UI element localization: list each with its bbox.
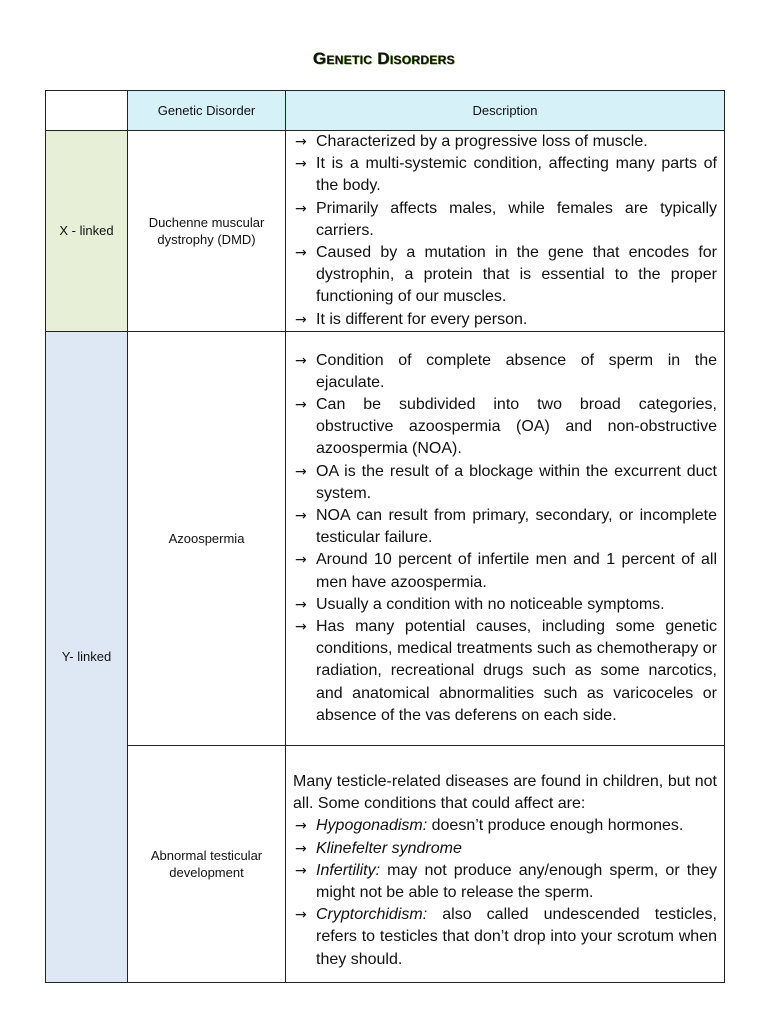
- list-item: [293, 131, 717, 153]
- list-item: [293, 838, 717, 860]
- condition-text: doesn’t produce enough hormones.: [427, 817, 684, 835]
- list-item-text: Condition of complete absence of sperm in the ejaculate.: [316, 351, 717, 391]
- arrow-bullet-icon: →: [295, 840, 307, 857]
- header-blank-cell: [46, 91, 128, 131]
- row-testicular: [46, 745, 725, 982]
- list-item: [293, 394, 717, 461]
- list-item-text: NOA can result from primary, secondary, or incomplete testicular failure.: [316, 507, 717, 547]
- header-description: Description: [286, 91, 725, 131]
- arrow-bullet-icon: →: [295, 200, 307, 217]
- list-item-text: Has many potential causes, including some genetic conditions, medical treatments such as chemotherapy or radiation, recreational drugs such as some narcotics, and anatomical abnormalities such as varicoceles or absence of the vas deferens on each side.: [316, 618, 717, 724]
- arrow-bullet-icon: →: [295, 463, 307, 480]
- genetic-disorders-table: [45, 90, 725, 983]
- list-item: [293, 153, 717, 197]
- arrow-bullet-icon: →: [295, 397, 307, 413]
- list-item: [293, 860, 717, 904]
- arrow-bullet-icon: →: [295, 818, 307, 835]
- list-item: [293, 242, 717, 309]
- disorder-name-azoospermia: Azoospermia: [128, 331, 286, 745]
- list-item-text: Primarily affects males, while females are typically carriers.: [316, 199, 717, 239]
- arrow-bullet-icon: →: [295, 508, 307, 525]
- list-item-text: Characterized by a progressive loss of muscle.: [316, 133, 648, 150]
- list-item-text: It is different for every person.: [316, 310, 528, 328]
- condition-term: Cryptorchidism:: [316, 906, 428, 924]
- list-item: [293, 198, 717, 242]
- list-item: [293, 505, 717, 549]
- group-x-linked: X - linked: [46, 131, 128, 332]
- list-item-text: Can be subdivided into two broad categories, obstructive azoospermia (OA) and non-obstructive azoospermia (NOA).: [316, 396, 717, 458]
- condition-term: Infertility:: [316, 861, 381, 879]
- header-genetic-disorder: Genetic Disorder: [128, 91, 286, 131]
- group-y-linked: Y- linked: [46, 331, 128, 982]
- arrow-bullet-icon: →: [295, 311, 307, 328]
- list-item-text: Usually a condition with no noticeable symptoms.: [316, 595, 665, 613]
- list-item-text: Around 10 percent of infertile men and 1 percent of all men have azoospermia.: [316, 551, 717, 591]
- list-item-text: It is a multi-systemic condition, affecting many parts of the body.: [316, 155, 717, 195]
- arrow-bullet-icon: →: [295, 907, 307, 924]
- arrow-bullet-icon: →: [295, 862, 307, 879]
- list-item: [293, 904, 717, 971]
- list-item: [293, 461, 717, 505]
- list-item-text: OA is the result of a blockage within the excurrent duct system.: [316, 462, 717, 502]
- arrow-bullet-icon: →: [295, 619, 307, 636]
- disorder-name-testicular: Abnormal testicular development: [128, 745, 286, 982]
- list-item: [293, 350, 717, 394]
- list-item: [293, 594, 717, 616]
- list-item: [293, 549, 717, 593]
- condition-term: Klinefelter syndrome: [316, 839, 462, 857]
- arrow-bullet-icon: →: [295, 156, 307, 173]
- list-item: [293, 616, 717, 727]
- row-azoospermia: [46, 331, 725, 745]
- arrow-bullet-icon: →: [295, 134, 307, 150]
- arrow-bullet-icon: →: [295, 352, 307, 369]
- description-azoospermia: [286, 331, 725, 745]
- description-intro: Many testicle-related diseases are found in children, but not all. Some conditions that could affect are:: [293, 772, 717, 813]
- arrow-bullet-icon: →: [295, 245, 307, 262]
- list-item: [293, 815, 717, 837]
- disorder-name-dmd: Duchenne muscular dystrophy (DMD): [128, 131, 286, 332]
- row-dmd: [46, 131, 725, 332]
- description-list: [286, 131, 724, 331]
- condition-text: may not produce any/enough sperm, or they might not be able to release the sperm.: [316, 861, 717, 901]
- arrow-bullet-icon: →: [295, 596, 307, 613]
- condition-term: Hypogonadism:: [316, 817, 428, 835]
- header-row: [46, 91, 725, 131]
- description-list: [286, 815, 724, 970]
- list-item: [293, 309, 717, 331]
- description-list: [286, 350, 724, 727]
- description-testicular: [286, 745, 725, 982]
- page-title: Genetic Disorders: [312, 49, 455, 68]
- condition-text: also called undescended testicles, refers to testicles that don’t drop into your scrotum when they should.: [316, 906, 717, 968]
- description-dmd: [286, 131, 725, 332]
- list-item-text: Caused by a mutation in the gene that encodes for dystrophin, a protein that is essential to the proper functioning of our muscles.: [316, 244, 717, 306]
- arrow-bullet-icon: →: [295, 552, 307, 569]
